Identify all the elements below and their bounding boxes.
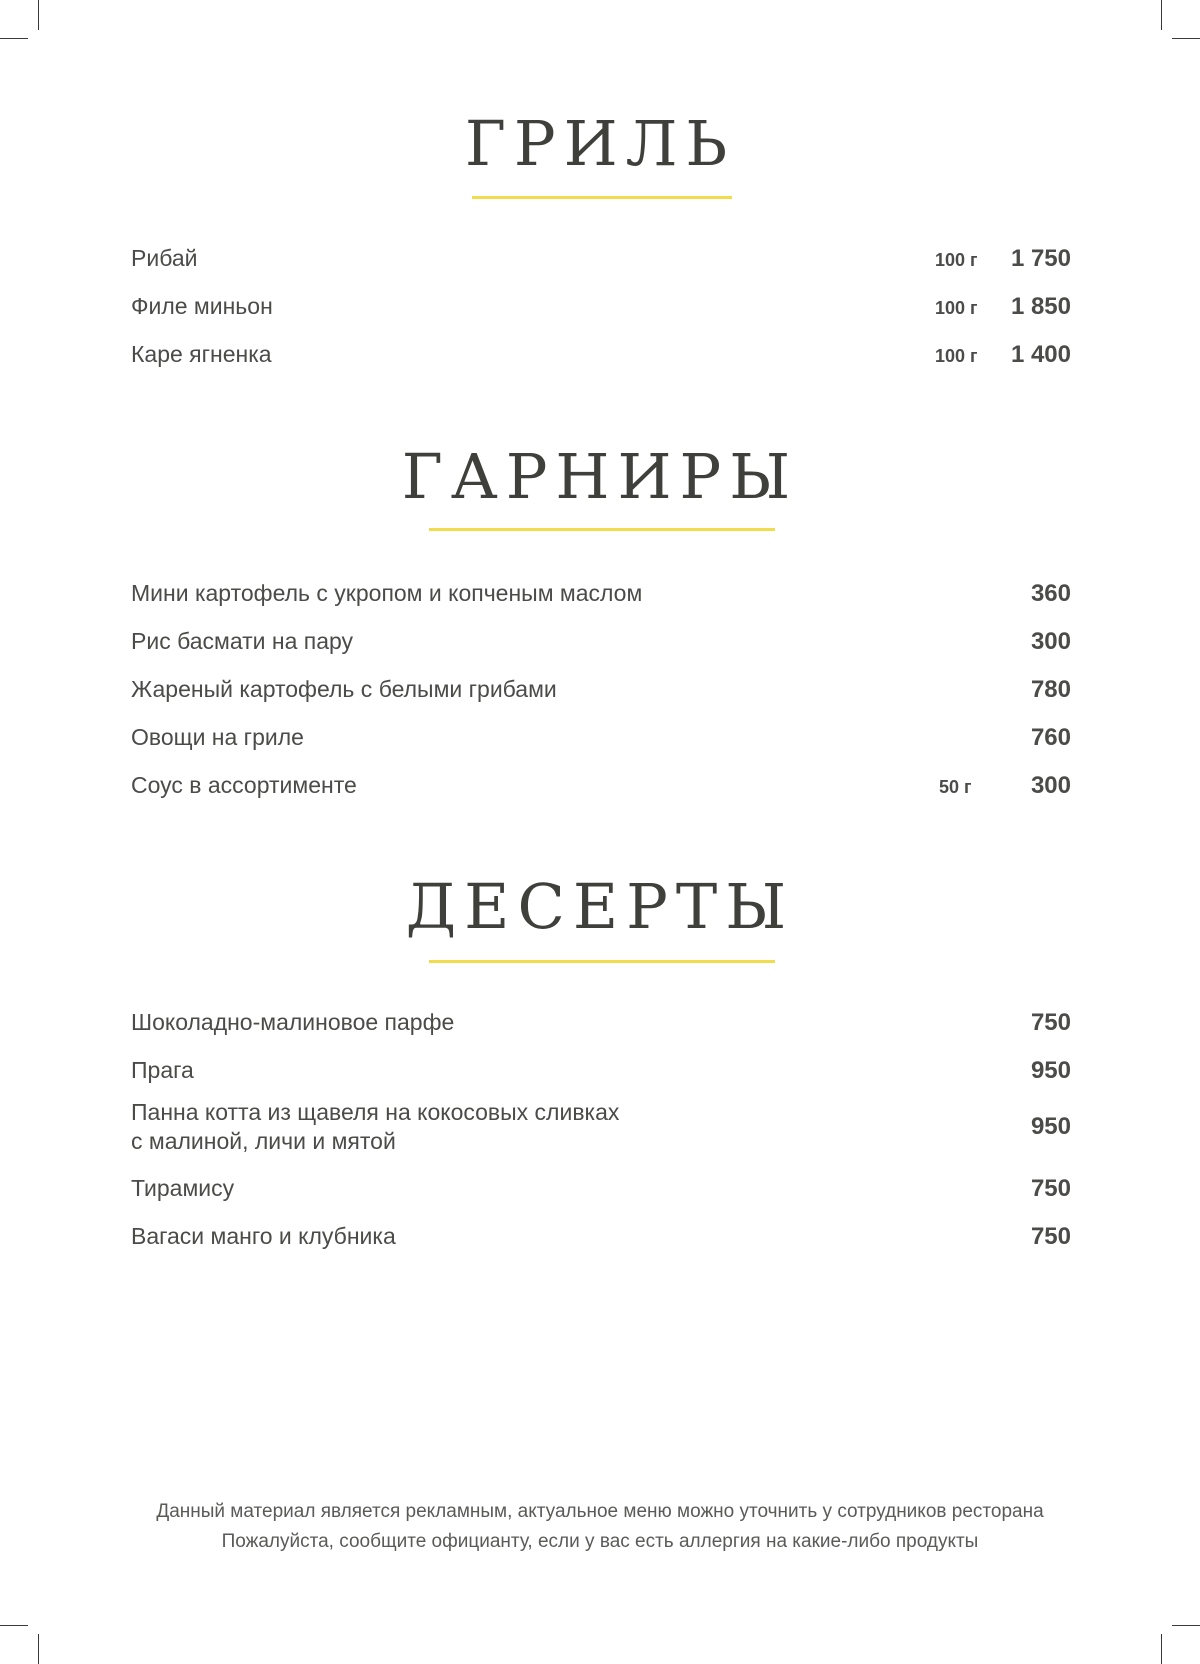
crop-mark-top-right-vertical — [1161, 0, 1162, 30]
section-underline-grill — [472, 196, 732, 199]
crop-mark-bottom-left-vertical — [38, 1634, 39, 1664]
item-price: 750 — [1030, 1009, 1071, 1036]
item-price: 300 — [1030, 628, 1071, 655]
section-title-grill: ГРИЛЬ — [464, 107, 736, 180]
crop-mark-bottom-right-horizontal — [1172, 1625, 1200, 1626]
crop-mark-bottom-left-horizontal — [0, 1625, 28, 1626]
item-name: Вагаси манго и клубника — [131, 1223, 396, 1249]
item-name: Соус в ассортименте — [131, 772, 357, 798]
crop-mark-top-left-vertical — [38, 0, 39, 30]
item-weight: 50 г — [939, 777, 972, 797]
item-name: Рис басмати на пару — [131, 628, 354, 654]
menu-item — [131, 1098, 1071, 1158]
section-underline-desserts — [429, 960, 775, 963]
section-underline-sides — [429, 528, 775, 531]
item-name-line1: Панна котта из щавеля на кокосовых сливках — [131, 1099, 620, 1125]
crop-mark-bottom-right-vertical — [1161, 1634, 1162, 1664]
item-name-line2: с малиной, личи и мятой — [131, 1128, 396, 1154]
item-weight: 100 г — [935, 250, 978, 270]
crop-mark-top-right-horizontal — [1172, 38, 1200, 39]
section-title-sides: ГАРНИРЫ — [401, 440, 799, 513]
item-name: Шоколадно-малиновое парфе — [131, 1009, 455, 1035]
crop-mark-top-left-horizontal — [0, 38, 28, 39]
item-price: 950 — [1030, 1113, 1071, 1140]
item-name: Мини картофель с укропом и копченым маслом — [131, 580, 643, 606]
item-weight: 100 г — [935, 346, 978, 366]
item-price: 950 — [1030, 1057, 1071, 1084]
item-name: Жареный картофель с белыми грибами — [131, 676, 557, 702]
item-name: Тирамису — [131, 1175, 235, 1201]
section-title-desserts: ДЕСЕРТЫ — [405, 870, 795, 943]
item-price: 300 — [1030, 772, 1071, 799]
item-name: Овощи на гриле — [131, 724, 304, 750]
item-price: 1 750 — [1010, 245, 1071, 272]
item-price: 360 — [1030, 580, 1071, 607]
footer-disclaimer — [0, 1497, 1200, 1557]
item-price: 760 — [1030, 724, 1071, 751]
item-price: 780 — [1030, 676, 1071, 703]
item-name: Прага — [131, 1057, 194, 1083]
item-price: 750 — [1030, 1223, 1071, 1250]
item-name: Филе миньон — [131, 293, 273, 319]
item-price: 750 — [1030, 1175, 1071, 1202]
item-name: Рибай — [131, 245, 198, 271]
item-name: Каре ягненка — [131, 341, 272, 367]
item-weight: 100 г — [935, 298, 978, 318]
item-price: 1 850 — [1010, 293, 1071, 320]
footer-line-advertising: Данный материал является рекламным, актуальное меню можно уточнить у сотрудников ресторана — [156, 1501, 1044, 1522]
item-price: 1 400 — [1010, 341, 1071, 368]
footer-line-allergy: Пожалуйста, сообщите официанту, если у вас есть аллергия на какие-либо продукты — [221, 1531, 979, 1552]
